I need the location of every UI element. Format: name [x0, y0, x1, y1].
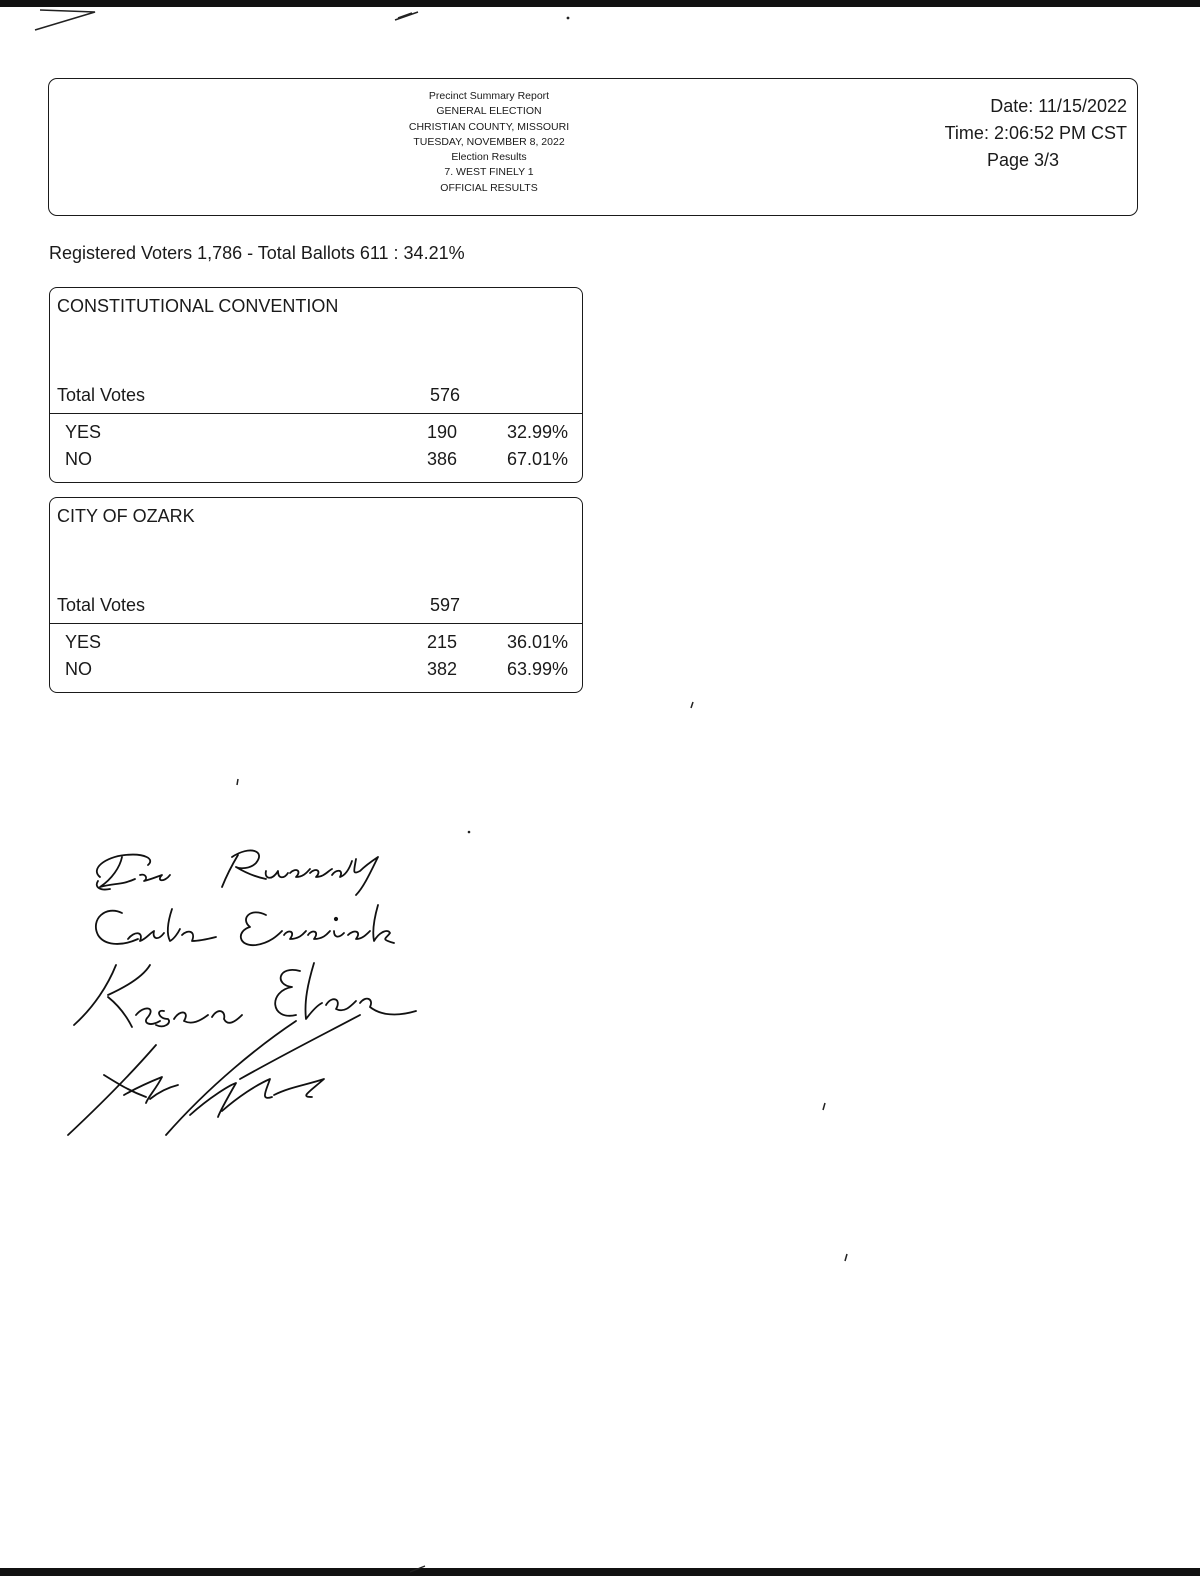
report-meta [867, 93, 1127, 174]
election-date: TUESDAY, NOVEMBER 8, 2022 [413, 135, 565, 148]
registered-voters-summary [49, 243, 465, 264]
precinct-name: 7. WEST FINELY 1 [444, 166, 534, 179]
choice-percent: 67.01% [506, 449, 568, 469]
total-votes-label: Total Votes [57, 595, 146, 615]
contest-title: CITY OF OZARK [57, 506, 195, 526]
results-label: Election Results [451, 151, 527, 164]
choice-label: YES [65, 422, 102, 442]
signature-lisa-russell [97, 850, 378, 895]
report-date: Date: 11/15/2022 [990, 96, 1127, 116]
choice-votes: 190 [426, 422, 457, 442]
registered-voters-text: Registered Voters 1,786 - Total Ballots 611 : 34.21% [49, 243, 465, 263]
signature-illegible [68, 1015, 360, 1135]
choice-label: NO [65, 449, 92, 469]
choice-percent: 63.99% [506, 659, 568, 679]
contest-title: CONSTITUTIONAL CONVENTION [57, 296, 339, 316]
scan-bottom-edge [0, 1568, 1200, 1576]
choice-percent: 32.99% [506, 422, 568, 442]
choice-row [50, 422, 582, 448]
official-results-label: OFFICIAL RESULTS [440, 181, 538, 194]
scan-top-edge [0, 0, 1200, 7]
signature-block [60, 835, 440, 1145]
total-votes-label: Total Votes [57, 385, 146, 405]
county-name: CHRISTIAN COUNTY, MISSOURI [408, 120, 570, 133]
total-votes-value: 597 [429, 595, 460, 615]
report-title-block [349, 89, 629, 196]
total-votes-value: 576 [429, 385, 460, 405]
report-time: Time: 2:06:52 PM CST [944, 123, 1127, 143]
choice-percent: 36.01% [506, 632, 568, 652]
contest-box [49, 287, 583, 483]
choice-votes: 386 [426, 449, 457, 469]
signature-kesen-elen [74, 963, 416, 1027]
choice-row [50, 659, 582, 685]
report-title: Precinct Summary Report [428, 90, 550, 102]
report-header [48, 78, 1138, 216]
page-number: Page 3/3 [986, 150, 1059, 170]
election-name: GENERAL ELECTION [436, 105, 542, 118]
choice-row [50, 632, 582, 658]
contest-divider [50, 413, 582, 414]
signature-carla-essick [96, 905, 394, 945]
choice-label: NO [65, 659, 92, 679]
choice-label: YES [65, 632, 102, 652]
choice-votes: 382 [426, 659, 457, 679]
choice-votes: 215 [426, 632, 457, 652]
contest-box [49, 497, 583, 693]
contest-divider [50, 623, 582, 624]
choice-row [50, 449, 582, 475]
handwritten-signatures [60, 835, 440, 1145]
